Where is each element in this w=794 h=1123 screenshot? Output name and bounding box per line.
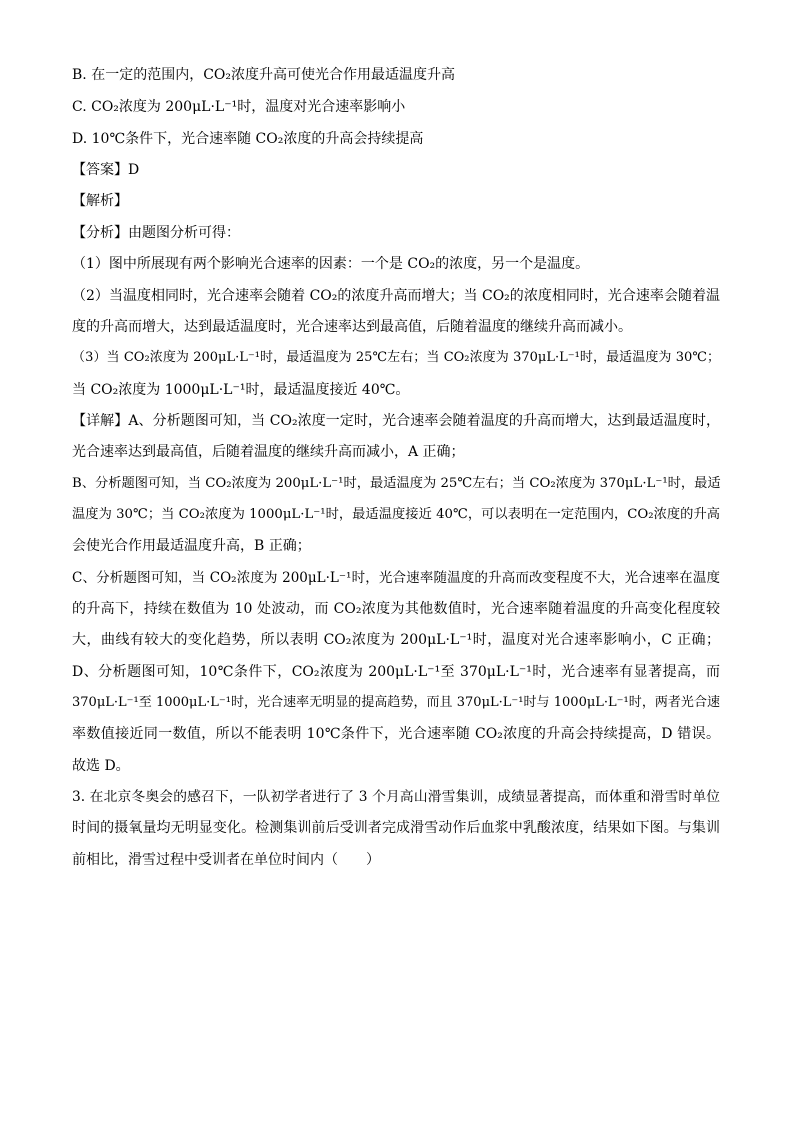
- detail-d-line-1: D、分析题图可知，10℃条件下，CO₂浓度为 200μL·L⁻¹至 370μL·L⁻¹时，光合速率有显著提高，而: [72, 664, 720, 680]
- question-3-line-1: 3. 在北京冬奥会的感召下，一队初学者进行了 3 个月高山滑雪集训，成绩显著提高，而体重和滑雪时单位: [72, 789, 720, 805]
- detail-a-line-2: 光合速率达到最高值，后随着温度的继续升高而减小，A 正确；: [72, 444, 465, 460]
- analysis-point-2-line-1: （2）当温度相同时，光合速率会随着 CO₂的浓度升高而增大；当 CO₂的浓度相同时，光合速率会随着温: [72, 288, 720, 304]
- option-c: C. CO₂浓度为 200μL·L⁻¹时，温度对光合速率影响小: [72, 99, 406, 115]
- detail-d-line-2: 370μL·L⁻¹至 1000μL·L⁻¹时，光合速率无明显的提高趋势，而且 370μL·L⁻¹时与 1000μL·L⁻¹时，两者光合速: [72, 695, 720, 710]
- detail-d-line-3: 率数值接近同一数值，所以不能表明 10℃条件下，光合速率随 CO₂浓度的升高会持续提高，D 错误。: [72, 726, 720, 742]
- conclusion: 故选 D。: [72, 758, 130, 774]
- option-d: D. 10℃条件下，光合速率随 CO₂浓度的升高会持续提高: [72, 131, 424, 147]
- detail-b-line-3: 会使光合作用最适温度升高，B 正确；: [72, 538, 311, 554]
- analysis-point-3-line-1: （3）当 CO₂浓度为 200μL·L⁻¹时，最适温度为 25℃左右；当 CO₂浓度为 370μL·L⁻¹时，最适温度为 30℃；: [72, 350, 720, 365]
- detail-c-line-1: C、分析题图可知，当 CO₂浓度为 200μL·L⁻¹时，光合速率随温度的升高而改变程度不大，光合速率在温度: [72, 570, 720, 586]
- option-b: B. 在一定的范围内，CO₂浓度升高可使光合作用最适温度升高: [72, 67, 455, 83]
- analysis-point-2-line-2: 度的升高而增大，达到最适温度时，光合速率达到最高值，后随着温度的继续升高而减小。: [72, 319, 632, 335]
- detail-c-line-2: 的升高下，持续在数值为 10 处波动，而 CO₂浓度为其他数值时，光合速率随着温度的升高变化程度较: [72, 601, 720, 617]
- detail-a-line-1: 【详解】A、分析题图可知，当 CO₂浓度一定时，光合速率会随着温度的升高而增大，达到最适温度时，: [72, 413, 720, 429]
- analysis-point-1: （1）图中所展现有两个影响光合速率的因素：一个是 CO₂的浓度，另一个是温度。: [72, 256, 590, 272]
- analysis-heading: 【解析】: [72, 193, 128, 209]
- question-3-line-3: 前相比，滑雪过程中受训者在单位时间内（ ）: [72, 852, 380, 868]
- answer-line: 【答案】D: [72, 162, 140, 178]
- detail-b-line-2: 温度为 30℃；当 CO₂浓度为 1000μL·L⁻¹时，最适温度接近 40℃，可以表明在一定范围内，CO₂浓度的升高: [72, 507, 720, 522]
- analysis-point-3-line-2: 当 CO₂浓度为 1000μL·L⁻¹时，最适温度接近 40℃。: [72, 382, 410, 398]
- question-3-line-2: 时间的摄氧量均无明显变化。检测集训前后受训者完成滑雪动作后血浆中乳酸浓度，结果如下图。与集训: [72, 820, 720, 836]
- detail-c-line-3: 大，曲线有较大的变化趋势，所以表明 CO₂浓度为 200μL·L⁻¹时，温度对光合速率影响小，C 正确；: [72, 632, 720, 648]
- analysis-intro: 【分析】由题图分析可得：: [72, 225, 240, 241]
- detail-b-line-1: B、分析题图可知，当 CO₂浓度为 200μL·L⁻¹时，最适温度为 25℃左右；当 CO₂浓度为 370μL·L⁻¹时，最适: [72, 476, 721, 491]
